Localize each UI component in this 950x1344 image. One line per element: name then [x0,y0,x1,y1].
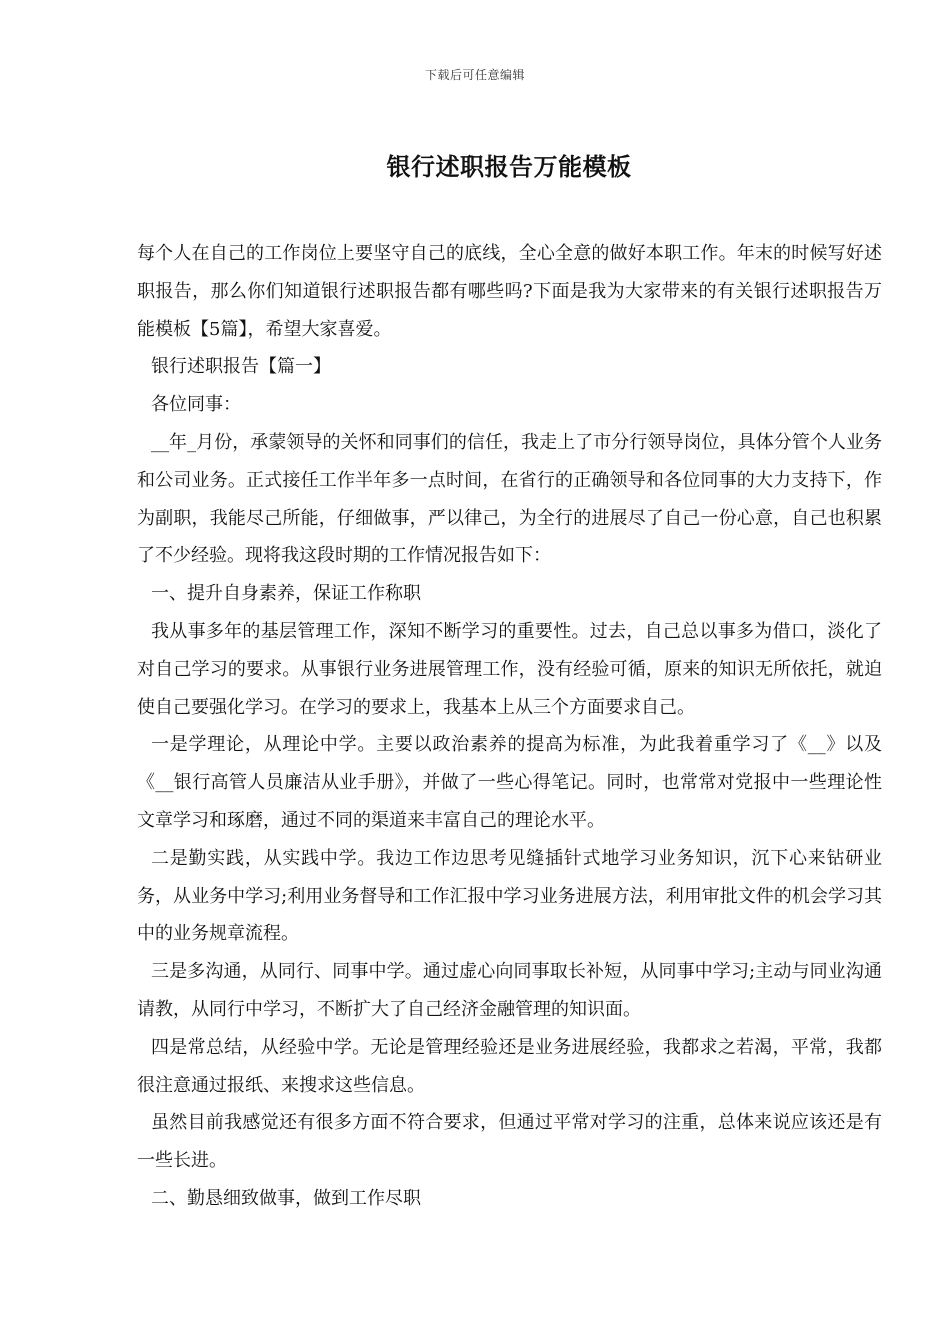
body-paragraph: 四是常总结，从经验中学。无论是管理经验还是业务进展经验，我都求之若渴，平常，我都很注意通过报纸、来搜求这些信息。 [137,1036,882,1096]
body-paragraph: 三是多沟通，从同行、同事中学。通过虚心向同事取长补短，从同事中学习;主动与同业沟通请教，从同行中学习，不断扩大了自己经济金融管理的知识面。 [137,961,882,1020]
header-note: 下载后可任意编辑 [424,68,525,82]
salutation: 各位同事： [151,394,241,416]
body-paragraph: __年_月份，承蒙领导的关怀和同事们的信任，我走上了市分行领导岗位，具体分管个人业务和公司业务。正式接任工作半年多一点时间，在省行的正确领导和各位同事的大力支持下，作为副职，我能尽己所能，仔细做事，严以律己，为全行的进展尽了自己一份心意，自己也积累了不少经验。现将我这段时期的工作情况报告如下： [137,431,882,567]
section-heading-part-one: 银行述职报告【篇一】 [151,356,331,378]
body-paragraph: 一是学理论，从理论中学。主要以政治素养的提高为标准，为此我着重学习了《__》以及《__银行高管人员廉洁从业手册》，并做了一些心得笔记。同时，也常常对党报中一些理论性文章学习和琢磨，通过不同的渠道来丰富自己的理论水平。 [137,734,882,831]
document-title: 银行述职报告万能模板 [386,153,632,181]
subsection-heading: 二、勤恳细致做事，做到工作尽职 [151,1187,421,1209]
body-paragraph: 我从事多年的基层管理工作，深知不断学习的重要性。过去，自己总以事多为借口，淡化了对自己学习的要求。从事银行业务进展管理工作，没有经验可循，原来的知识无所依托，就迫使自己要强化学习。在学习的要求上，我基本上从三个方面要求自己。 [137,620,882,718]
body-paragraph: 二是勤实践，从实践中学。我边工作边思考见缝插针式地学习业务知识，沉下心来钻研业务，从业务中学习;利用业务督导和工作汇报中学习业务进展方法，利用审批文件的机会学习其中的业务规章流程。 [137,847,882,945]
subsection-heading: 一、提升自身素养，保证工作称职 [151,583,421,605]
document-body [137,235,882,1218]
body-paragraph: 虽然目前我感觉还有很多方面不符合要求，但通过平常对学习的注重，总体来说应该还是有一些长进。 [137,1112,882,1172]
intro-paragraph: 每个人在自己的工作岗位上要坚守自己的底线，全心全意的做好本职工作。年末的时候写好述职报告，那么你们知道银行述职报告都有哪些吗?下面是我为大家带来的有关银行述职报告万能模板【5篇】，希望大家喜爱。 [137,243,882,340]
